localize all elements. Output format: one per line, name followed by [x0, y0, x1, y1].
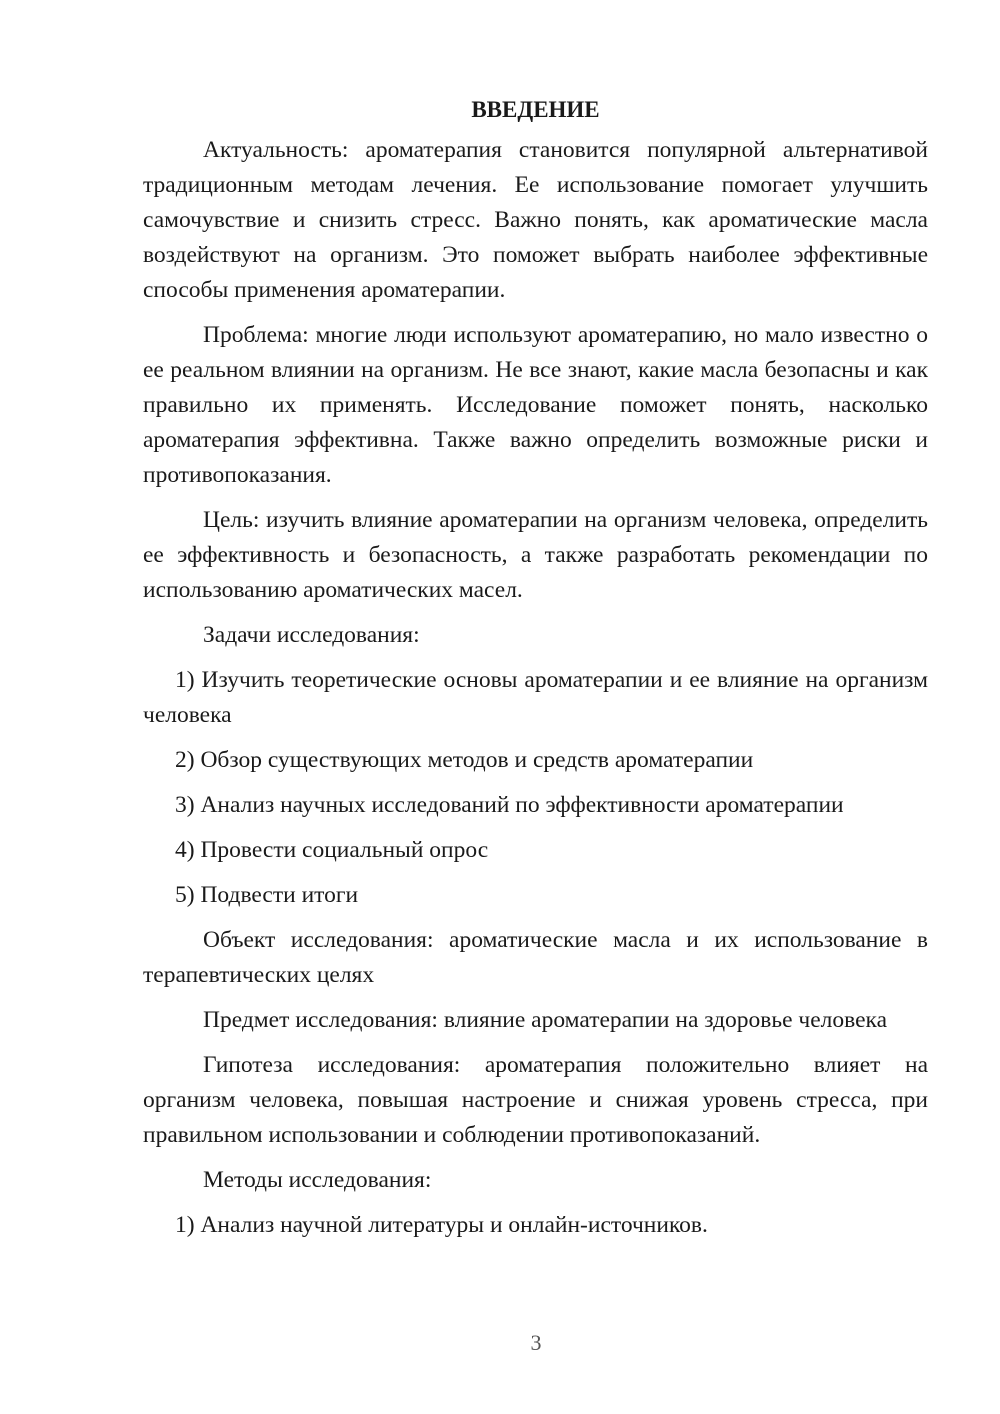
- hypothesis-paragraph: Гипотеза исследования: ароматерапия положительно влияет на организм человека, повышая настроение и снижая уровень стресса, при правильном использовании и соблюдении противопоказаний.: [143, 1052, 928, 1148]
- page-number: 3: [530, 1330, 542, 1355]
- method-item: 1) Анализ научной литературы и онлайн-источников.: [175, 1212, 708, 1238]
- task-item: 1) Изучить теоретические основы ароматерапии и ее влияние на организм человека: [143, 667, 928, 728]
- task-item: 5) Подвести итоги: [175, 882, 359, 908]
- goal-paragraph: Цель: изучить влияние ароматерапии на организм человека, определить ее эффективность и безопасность, а также разработать рекомендации по использованию ароматических масел.: [143, 507, 928, 603]
- relevance-paragraph: Актуальность: ароматерапия становится популярной альтернативой традиционным методам лечения. Ее использование помогает улучшить самочувствие и снизить стресс. Важно понять, как ароматические масла воздействуют на организм. Это поможет выбрать наиболее эффективные способы применения ароматерапии.: [143, 137, 928, 303]
- tasks-heading: Задачи исследования:: [203, 622, 420, 648]
- problem-paragraph: Проблема: многие люди используют ароматерапию, но мало известно о ее реальном влиянии на организм. Не все знают, какие масла безопасны и как правильно их применять. Исследование поможет понять, насколько ароматерапия эффективна. Также важно определить возможные риски и противопоказания.: [143, 322, 928, 488]
- object-paragraph: Объект исследования: ароматические масла и их использование в терапевтических целях: [143, 927, 928, 988]
- task-item: 2) Обзор существующих методов и средств ароматерапии: [175, 747, 754, 773]
- subject-paragraph: Предмет исследования: влияние ароматерапии на здоровье человека: [203, 1007, 888, 1033]
- section-title: ВВЕДЕНИЕ: [471, 97, 600, 122]
- task-item: 3) Анализ научных исследований по эффективности ароматерапии: [175, 792, 844, 818]
- task-item: 4) Провести социальный опрос: [175, 837, 489, 863]
- methods-heading: Методы исследования:: [203, 1167, 432, 1193]
- page-content: [143, 92, 928, 1253]
